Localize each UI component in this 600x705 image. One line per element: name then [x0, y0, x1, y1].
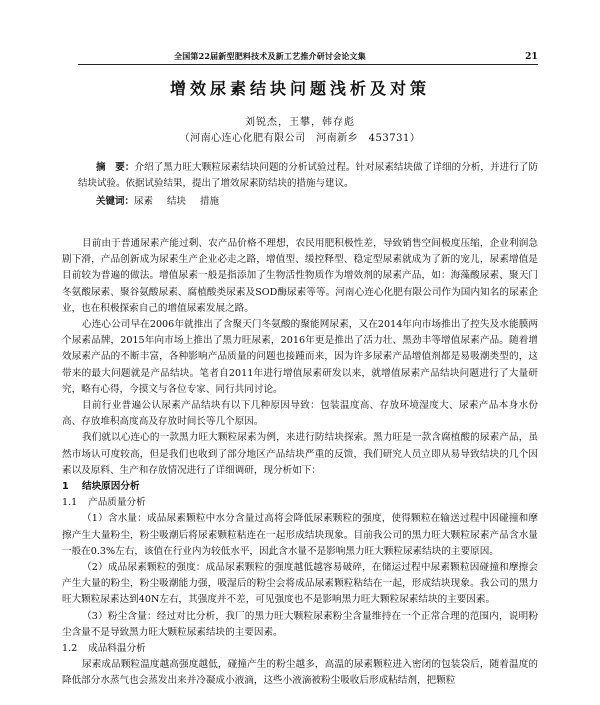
keyword: 结块 [167, 196, 187, 207]
paragraph: 心连心公司早在2006年就推出了含聚天门冬氨酸的聚能网尿素，又在2014年向市场推出了控失及水能膜两个尿素品牌，2015年向市场上推出了黑力旺尿素，2016年更是推出了活力壮、黑劲丰等增值尿素产品。随着增效尿素产品的不断丰富，各种影响产品质量的问题也接踵而来，因为许多尿素产品增值剂都是易吸潮类型的，这带来的最大问题就是产品结块。笔者自2011年进行增值尿素研发以来，就增值尿素产品结块问题进行了大量研究，略有心得，今摸文与各位专家、同行共同讨论。 [62, 319, 538, 395]
authors: 刘锐杰，王攀，韩存彪 [245, 117, 355, 128]
paragraph: 尿素成品颗粒温度越高强度越低，碰撞产生的粉尘越多，高温的尿素颗粒进入密闭的包装袋后，随着温度的降低部分水蒸气也会蒸发出来并冷凝成小液滴，这些小液滴被粉尘吸收后形成粘结剂，把颗粒 [62, 659, 538, 687]
keyword: 尿素 [134, 196, 154, 207]
section-heading [62, 479, 538, 495]
paragraph: 目前行业普遍公认尿素产品结块有以下几种原因导致：包装温度高、存放环境湿度大、尿素产品本身水份高、存放堆积高度高及存放时间长等几个原因。 [62, 400, 538, 428]
subsection-title: 产品质量分析 [88, 497, 146, 509]
body-text [62, 236, 538, 690]
abstract-text: 介绍了黑力旺大颗粒尿素结块问题的分析试验过程。针对尿素结块做了详细的分析，并进行了防结块试验。依据试验结果，提出了增效尿素防结块的措施与建议。 [78, 162, 538, 189]
page-number: 21 [525, 52, 538, 62]
subsection-heading [62, 641, 538, 657]
subsection-heading [62, 495, 538, 511]
paragraph: （3）粉尘含量：经过对比分析，我厂的黑力旺大颗粒尿素粉尘含量维持在一个正常合理的范围内，说明粉尘含量不是导致黑力旺大颗粒尿素结块的主要因素。 [62, 610, 538, 638]
paper-title: 增效尿素结块问题浅析及对策 [169, 79, 430, 98]
section-title: 结块原因分析 [82, 481, 140, 493]
paragraph: （1）含水量：成品尿素颗粒中水分含量过高将会降低尿素颗粒的强度，使得颗粒在输送过程中因碰撞和摩擦产生大量粉尘，粉尘吸潮后将尿素颗粒粘连在一起形成结块现象。目前我公司的黑力旺大颗粒尿素产品含水量一般在0.3%左右，该值在行业内为较低水平，因此含水量不是影响黑力旺大颗粒尿素结块的主要原因。 [62, 513, 538, 557]
section-number: 1 [62, 481, 69, 493]
keywords [96, 194, 538, 210]
paragraph: （2）成品尿素颗粒的强度：成品尿素颗粒的强度越低越容易破碎，在储运过程中尿素颗粒因碰撞和摩擦会产生大量的粉尘，粉尘吸潮能力强，吸湿后的粉尘会将成品尿素颗粒粘结在一起，形成结块现象。我公司的黑力旺大颗粒尿素达到40N左右，其强度并不差，可见强度也不是影响黑力旺大颗粒尿素结块的主要因素。 [62, 562, 538, 606]
running-header [78, 46, 538, 65]
paragraph: 目前由于普通尿素产能过剩、农产品价格不理想，农民用肥积极性差，导致销售空间极度压缩，企业利润急剧下滑，产品创新成为尿素生产企业必走之路，增值型、缓控释型、稳定型尿素就成为了新的宠儿，尿素增值是目前较为普遍的做法。增值尿素一般是指添加了生物活性物质作为增效剂的尿素产品，如：海藻酸尿素、聚天门冬氨酸尿素、聚谷氨酸尿素、腐植酸类尿素及SOD酶尿素等等。河南心连心化肥有限公司作为国内知名的尿素企业，也在积极探索自己的增值尿素发展之路。 [62, 238, 538, 314]
keywords-label: 关键词： [96, 196, 135, 207]
abstract [78, 160, 538, 192]
abstract-label: 摘 要： [96, 162, 135, 173]
subsection-number: 1.2 [62, 643, 78, 655]
subsection-number: 1.1 [62, 497, 78, 509]
paragraph: 我们就以心连心的一款黑力旺大颗粒尿素为例，来进行防结块探索。黑力旺是一款含腐植酸的尿素产品，虽然市场认可度较高，但是我们也收到了部分地区产品结块严重的反馈，我们研究人员立即从易导致结块的几个因素以及原料、生产和存放情况进行了详细调研，现分析如下： [62, 432, 538, 476]
subsection-title: 成品料温分析 [88, 643, 146, 655]
affiliation: （河南心连心化肥有限公司 河南新乡 453731） [179, 133, 421, 144]
proceedings-title: 全国第22届新型肥料技术及新工艺推介研讨会论文集 [174, 51, 366, 61]
keyword: 措施 [200, 196, 220, 207]
